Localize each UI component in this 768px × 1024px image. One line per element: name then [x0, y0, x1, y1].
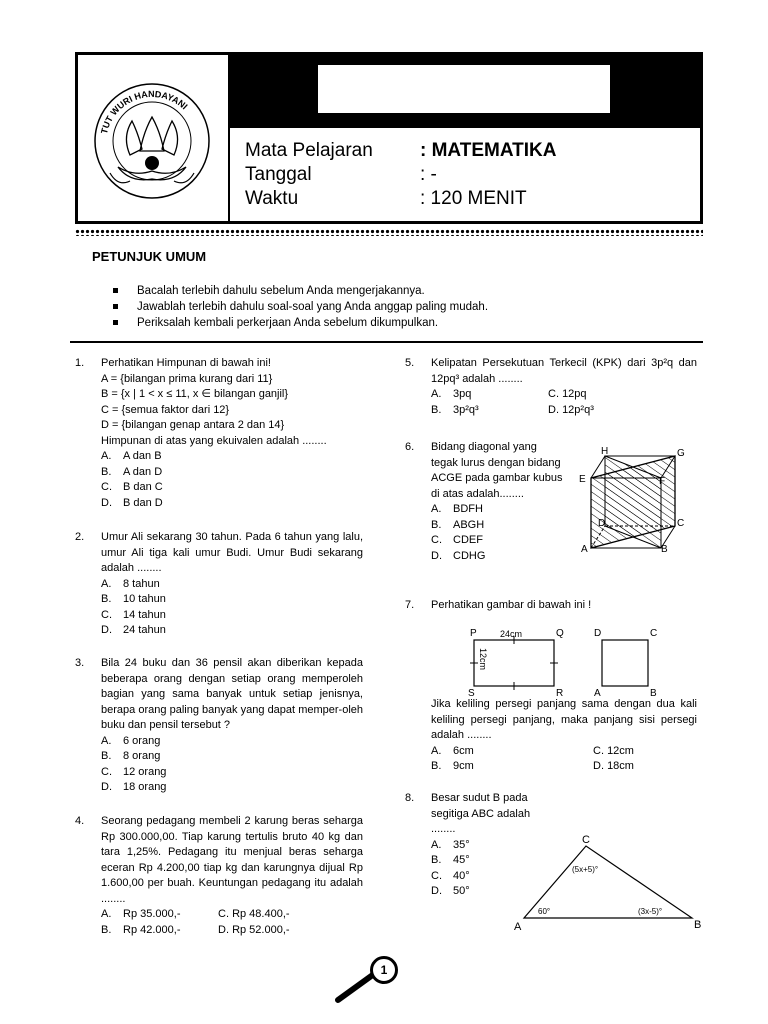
- question-text: Besar sudut B pada segitiga ABC adalah ........: [431, 792, 531, 835]
- answer-option[interactable]: D. 12p²q³: [548, 403, 594, 416]
- question-number: 6.: [405, 441, 415, 453]
- rect-label: S: [468, 688, 475, 698]
- question-text: Umur Ali sekarang 30 tahun. Pada 6 tahun yang lalu, umur Ali tiga kali umur Budi. Umur Budi sekarang adalah ........: [101, 531, 363, 574]
- answer-option[interactable]: B. 3p²q³: [431, 403, 479, 416]
- rect-label: Q: [556, 628, 564, 639]
- question-number: 7.: [405, 599, 415, 611]
- question-text: Perhatikan gambar di bawah ini !: [431, 599, 592, 611]
- question-7: [405, 598, 697, 614]
- question-number: 5.: [405, 357, 415, 369]
- logo-text: TUT WURI HANDAYANI: [98, 88, 190, 135]
- question-prompt: Himpunan di atas yang ekuivalen adalah ........: [101, 434, 327, 447]
- logo-cell: [78, 55, 230, 221]
- answer-option[interactable]: C. Rp 48.400,-: [218, 908, 290, 920]
- answer-option[interactable]: C. CDEF: [431, 534, 483, 546]
- cube-label: A: [581, 544, 588, 555]
- answer-option[interactable]: B. 8 orang: [101, 750, 161, 762]
- cube-label: E: [579, 474, 586, 485]
- answer-option[interactable]: A. BDFH: [431, 503, 483, 515]
- rect-width-label: 12cm: [478, 648, 488, 671]
- triangle-vertex-label: B: [694, 919, 702, 931]
- question-number: 1.: [75, 357, 85, 369]
- question-number: 4.: [75, 815, 85, 827]
- cube-label: F: [659, 476, 666, 487]
- set-definition: C = {semua faktor dari 12}: [101, 403, 230, 416]
- exam-title-slot: [318, 65, 610, 113]
- answer-option[interactable]: A. 35°: [431, 838, 470, 851]
- instruction-item: Periksalah kembali perkerjaan Anda sebelum dikumpulkan.: [113, 315, 488, 331]
- subject-value: : MATEMATIKA: [420, 140, 557, 161]
- angle-c-label: (5x+5)°: [572, 865, 599, 874]
- tut-wuri-handayani-logo-icon: [78, 55, 224, 221]
- question-7-continued: [405, 697, 697, 775]
- answer-option[interactable]: C. 12cm: [593, 744, 634, 757]
- question-text: Jika keliling persegi panjang sama dengan dua kali keliling persegi panjang, maka panjang sisi persegi adalah ........: [431, 698, 697, 741]
- triangle-diagram: [508, 830, 708, 934]
- square-label: B: [650, 688, 657, 698]
- date-label: Tanggal: [245, 164, 312, 185]
- square-abcd: [602, 640, 648, 686]
- answer-option[interactable]: A. A dan B: [101, 450, 162, 462]
- question-text: Bila 24 buku dan 36 pensil akan diberikan kepada beberapa orang dengan setiap orang memperoleh bagian yang sama banyak untuk setiap jenisnya, berapa orang paling banyak yang dapat memper-oleh buku dan pensil tersebut ?: [101, 657, 363, 731]
- rectangle-square-diagram: [462, 624, 672, 698]
- date-value: : -: [420, 164, 437, 185]
- triangle-vertex-label: A: [514, 921, 522, 933]
- answer-option[interactable]: C. 12 orang: [101, 765, 167, 778]
- meta-subject: [245, 139, 557, 163]
- exam-header: [75, 52, 703, 224]
- set-definition: D = {bilangan genap antara 2 dan 14}: [101, 419, 285, 431]
- page-number: 1: [370, 956, 398, 984]
- answer-option[interactable]: B. 10 tahun: [101, 593, 166, 605]
- answer-option[interactable]: C. B dan C: [101, 481, 163, 493]
- question-3: [75, 656, 363, 796]
- cube-label: H: [601, 446, 609, 457]
- meta-time: [245, 187, 557, 211]
- answer-option[interactable]: A. 3pq: [431, 388, 472, 400]
- question-5: [405, 356, 697, 418]
- answer-option[interactable]: D. 50°: [431, 885, 470, 897]
- question-number: 8.: [405, 792, 415, 804]
- answer-option[interactable]: A. 6 orang: [101, 734, 161, 747]
- time-value: : 120 MENIT: [420, 188, 527, 209]
- time-label: Waktu: [245, 188, 299, 209]
- cube-diagram: [575, 444, 690, 556]
- angle-b-label: (3x-5)°: [638, 907, 663, 916]
- cube-label: B: [661, 544, 668, 555]
- answer-option[interactable]: A. 8 tahun: [101, 577, 160, 590]
- square-label: A: [594, 688, 601, 698]
- section-divider: [70, 341, 703, 343]
- answer-option[interactable]: D. 18cm: [593, 760, 634, 772]
- question-2: [75, 530, 363, 639]
- cube-label: D: [598, 518, 606, 529]
- answer-option[interactable]: C. 14 tahun: [101, 608, 166, 621]
- answer-option[interactable]: B. A dan D: [101, 465, 163, 478]
- cube-label: G: [677, 448, 685, 459]
- instructions-title: PETUNJUK UMUM: [92, 249, 207, 264]
- instruction-item: Jawablah terlebih dahulu soal-soal yang Anda anggap paling mudah.: [113, 299, 488, 315]
- answer-option[interactable]: B. 45°: [431, 854, 470, 866]
- answer-option[interactable]: D. 24 tahun: [101, 624, 166, 636]
- instructions-list: [113, 283, 488, 331]
- triangle-vertex-label: C: [582, 834, 590, 846]
- answer-option[interactable]: D. B dan D: [101, 496, 163, 509]
- square-label: D: [594, 628, 602, 639]
- answer-option[interactable]: C. 12pq: [548, 388, 587, 400]
- question-number: 3.: [75, 657, 85, 669]
- answer-option[interactable]: A. 6cm: [431, 744, 474, 757]
- instruction-item: Bacalah terlebih dahulu sebelum Anda mengerjakannya.: [113, 283, 488, 299]
- dotted-divider: [75, 229, 703, 236]
- rect-label: R: [556, 688, 564, 698]
- question-4: [75, 814, 363, 938]
- exam-meta: [245, 139, 557, 211]
- answer-option[interactable]: D. Rp 52.000,-: [218, 923, 290, 936]
- square-label: C: [650, 628, 658, 639]
- question-text: Perhatikan Himpunan di bawah ini!: [101, 357, 271, 369]
- question-text: Kelipatan Persekutuan Terkecil (KPK) dari 3p²q dan 12pq³ adalah ........: [431, 357, 697, 385]
- answer-option[interactable]: D. CDHG: [431, 549, 486, 562]
- rect-length-label: 24cm: [500, 629, 523, 639]
- question-1: [75, 356, 363, 511]
- answer-option[interactable]: B. ABGH: [431, 518, 485, 531]
- header-band: [230, 55, 700, 128]
- question-number: 2.: [75, 531, 85, 543]
- angle-a-label: 60°: [538, 907, 551, 916]
- answer-option[interactable]: A. Rp 35.000,-: [101, 908, 181, 920]
- answer-option[interactable]: D. 18 orang: [101, 781, 167, 793]
- answer-option[interactable]: B. 9cm: [431, 760, 474, 772]
- subject-label: Mata Pelajaran: [245, 140, 373, 161]
- set-definition: B = {x | 1 < x ≤ 11, x ∈ bilangan ganjil}: [101, 388, 289, 400]
- set-definition: A = {bilangan prima kurang dari 11}: [101, 372, 273, 385]
- question-6: [405, 440, 565, 564]
- meta-date: [245, 163, 557, 187]
- question-text: Bidang diagonal yang tegak lurus dengan bidang ACGE pada gambar kubus di atas adalah........: [431, 441, 563, 500]
- rect-label: P: [470, 628, 477, 639]
- cube-label: C: [677, 518, 685, 529]
- answer-option[interactable]: B. Rp 42.000,-: [101, 923, 181, 936]
- question-text: Seorang pedagang membeli 2 karung beras seharga Rp 300.000,00. Tiap karung tertulis bruto 40 kg dan tara 1,25%. Pedagang itu menjual beras seharga eceran Rp 4.200,00 tiap kg dan karungnya dijual Rp 1.600,00 per buah. Keuntungan pedagang itu adalah ........: [101, 815, 363, 905]
- answer-option[interactable]: C. 40°: [431, 869, 470, 882]
